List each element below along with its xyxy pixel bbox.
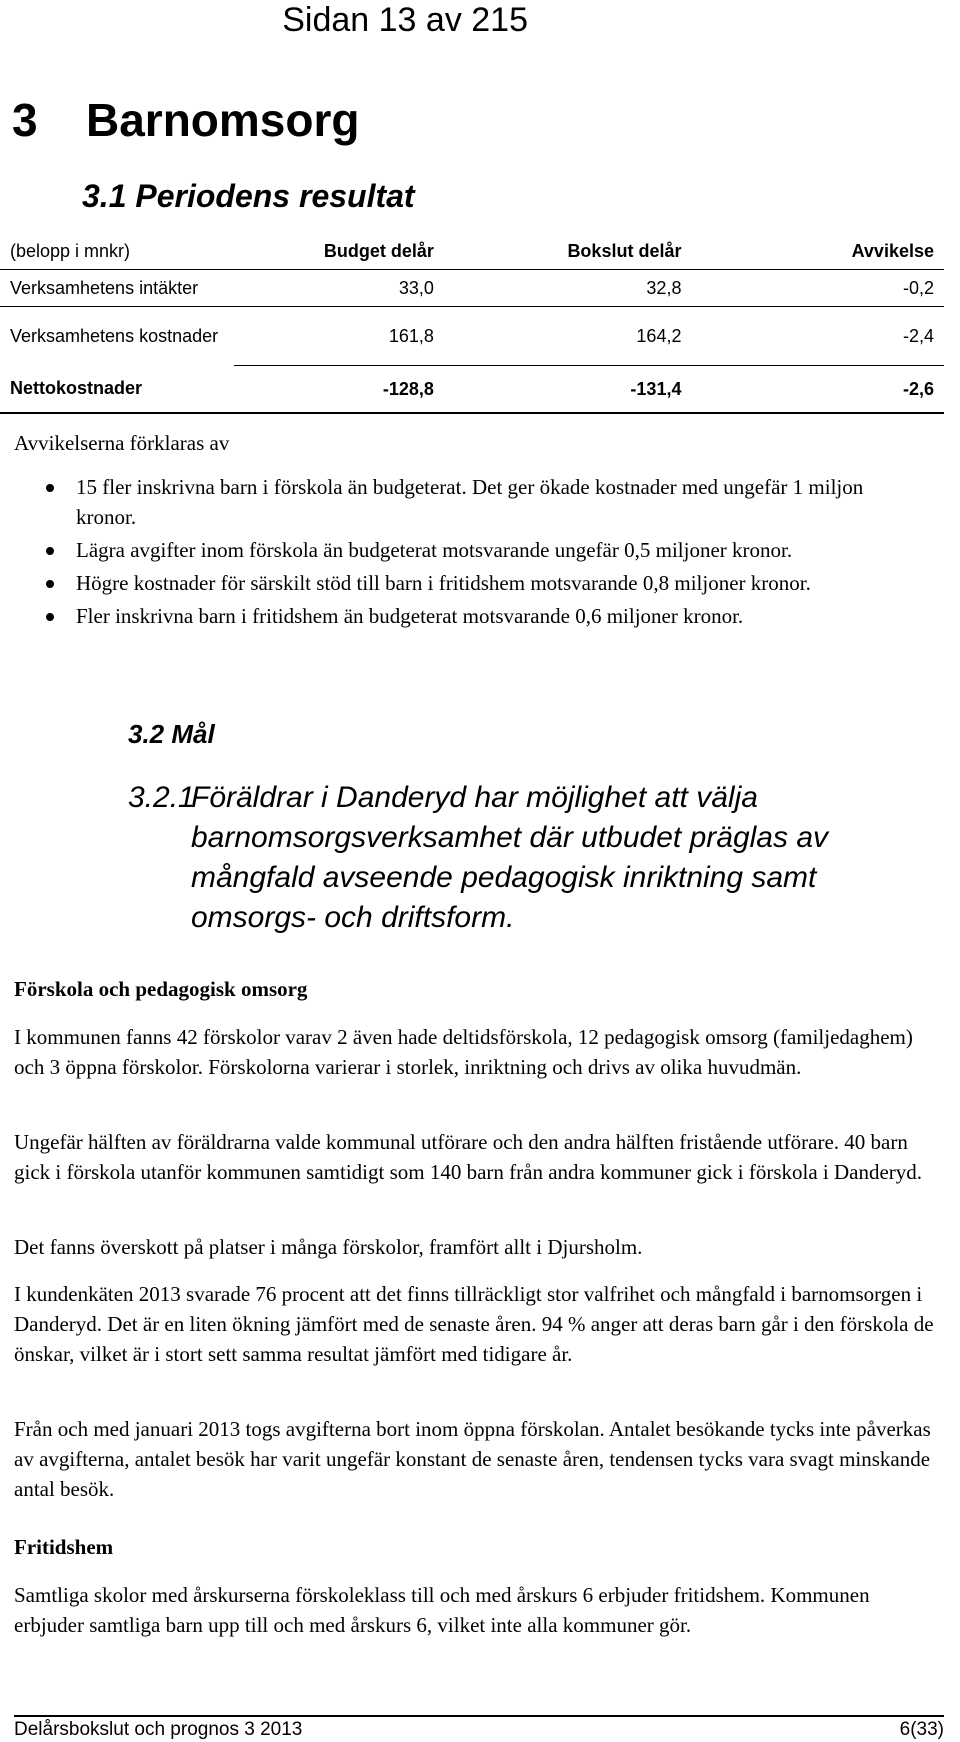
table-cell: Verksamhetens kostnader xyxy=(10,325,219,346)
bullet-icon xyxy=(46,580,54,588)
table-row xyxy=(0,307,944,366)
list-item-text: Lägra avgifter inom förskola än budgeterat motsvarande ungefär 0,5 miljoner kronor. xyxy=(76,538,793,562)
table-cell: 161,8 xyxy=(234,307,444,366)
footer-title: Delårsbokslut och prognos 3 2013 xyxy=(14,1719,303,1740)
paragraph: Från och med januari 2013 togs avgifterna bort inom öppna förskolan. Antalet besökande tycks inte påverkas av avgifterna, antalet besök har varit ungefär konstant de senaste åren, tendensen tycks vara svagt minskande antal besök. xyxy=(14,1417,931,1501)
paragraph: I kommunen fanns 42 förskolor varav 2 även hade deltidsförskola, 12 pedagogisk omsorg (familjedaghem) och 3 öppna förskolor. Förskolorna varierar i storlek, inriktning och drivs av olika huvudmän. xyxy=(14,1025,913,1079)
goal-heading xyxy=(128,778,928,938)
list-item-text: Fler inskrivna barn i fritidshem än budgeterat motsvarande 0,6 miljoner kronor. xyxy=(76,604,744,628)
afterschool-heading: Fritidshem xyxy=(14,1535,114,1559)
table-cell: 33,0 xyxy=(234,270,444,307)
table-cell: -2,6 xyxy=(902,378,934,399)
footer-divider xyxy=(14,1715,944,1717)
table-cell: Nettokostnader xyxy=(10,378,143,399)
goal-text: Föräldrar i Danderyd har möjlighet att välja barnomsorgsverksamhet där utbudet präglas av mångfald avseende pedagogisk inriktning samt omsorgs- och driftsform. xyxy=(191,781,829,934)
results-table xyxy=(0,233,944,414)
subsection-heading: 3.1 Periodens resultat xyxy=(82,178,415,214)
table-header-cell: Avvikelse xyxy=(691,233,944,270)
paragraph: Ungefär hälften av föräldrarna valde kommunal utförare och den andra hälften fristående utförare. 40 barn gick i förskola utanför kommunen samtidigt som 140 barn från andra kommuner gick i förskola i Danderyd. xyxy=(14,1130,923,1184)
table-cell: 164,2 xyxy=(444,307,692,366)
goal-number: 3.2.1 xyxy=(128,781,195,814)
bullet-icon xyxy=(46,547,54,555)
explanation-intro: Avvikelserna förklaras av xyxy=(14,431,230,455)
table-cell: 32,8 xyxy=(444,270,692,307)
paragraph: Samtliga skolor med årskurserna förskoleklass till och med årskurs 6 erbjuder fritidshem. Kommunen erbjuder samtliga barn upp till och med årskurs 6, vilket inte alla kommuner gör. xyxy=(14,1583,870,1637)
table-cell: -128,8 xyxy=(382,378,434,399)
explanation-list xyxy=(44,472,924,634)
list-item xyxy=(44,568,924,598)
table-header-cell: (belopp i mnkr) xyxy=(0,233,234,270)
section-heading xyxy=(12,92,359,148)
table-header-cell: Budget delår xyxy=(234,233,444,270)
list-item xyxy=(44,472,924,532)
list-item xyxy=(44,601,924,631)
paragraph: I kundenkäten 2013 svarade 76 procent att det finns tillräckligt stor valfrihet och mångfald i barnomsorgen i Danderyd. Det är en liten ökning jämfört med de senaste åren. 94 % anger att deras barn går i den förskola de önskar, vilket är i stort sett samma resultat jämfört med tidigare år. xyxy=(14,1282,934,1366)
preschool-heading: Förskola och pedagogisk omsorg xyxy=(14,977,308,1001)
table-row xyxy=(0,366,944,414)
list-item-text: Högre kostnader för särskilt stöd till barn i fritidshem motsvarande 0,8 miljoner kronor. xyxy=(76,571,811,595)
table-header-cell: Bokslut delår xyxy=(444,233,692,270)
bullet-icon xyxy=(46,484,54,492)
paragraph: Det fanns överskott på platser i många förskolor, framfört allt i Djursholm. xyxy=(14,1235,643,1259)
list-item xyxy=(44,535,924,565)
table-cell: -0,2 xyxy=(691,270,944,307)
footer-page: 6(33) xyxy=(899,1719,944,1740)
table-row xyxy=(0,270,944,307)
table-header-row xyxy=(0,233,944,270)
footer xyxy=(14,1718,944,1742)
section-title: Barnomsorg xyxy=(86,94,360,146)
table-cell: -2,4 xyxy=(691,307,944,366)
bullet-icon xyxy=(46,613,54,621)
section-number: 3 xyxy=(12,94,38,146)
goals-heading: 3.2 Mål xyxy=(128,719,215,749)
list-item-text: 15 fler inskrivna barn i förskola än budgeterat. Det ger ökade kostnader med ungefär 1 miljon kronor. xyxy=(76,475,864,529)
page-number: Sidan 13 av 215 xyxy=(282,1,528,39)
table-cell: -131,4 xyxy=(630,378,682,399)
table-cell: Verksamhetens intäkter xyxy=(0,270,234,307)
